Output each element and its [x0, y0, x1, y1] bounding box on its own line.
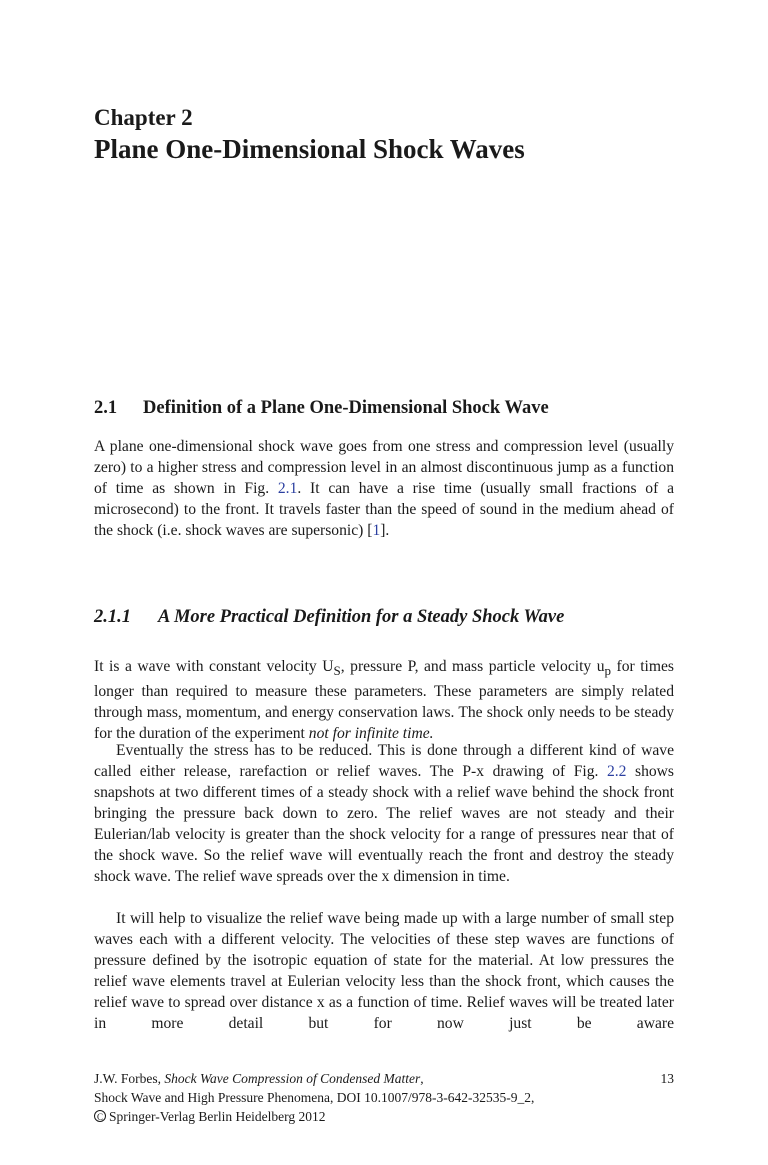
- copyright-icon: C: [94, 1110, 106, 1122]
- footer-book-title: Shock Wave Compression of Condensed Matter: [164, 1071, 421, 1086]
- footer-series-doi: Shock Wave and High Pressure Phenomena, DOI 10.1007/978-3-642-32535-9_2,: [94, 1090, 535, 1105]
- section-paragraph: [94, 436, 674, 541]
- subsection-paragraph-1: [94, 656, 674, 744]
- subscript-s: S: [333, 663, 341, 679]
- paragraph-text: Eventually the stress has to be reduced. This is done through a different kind of wave called either release, rarefaction or relief waves. The P-x drawing of Fig.: [94, 742, 674, 780]
- figure-link-2-2[interactable]: 2.2: [606, 763, 627, 780]
- footer-author: J.W. Forbes,: [94, 1071, 165, 1086]
- paragraph-text: ].: [380, 522, 390, 539]
- section-number: 2.1: [94, 398, 118, 418]
- subsection-paragraph-3: It will help to visualize the relief wave being made up with a large number of small step waves each with a different velocity. The velocities of these step waves are functions of pressure defined by the isotropic equation of state for the material. At low pressures the relief wave elements travel at Eulerian velocity less than the shock front, which causes the relief wave to spread over distance x as a function of time. Relief waves will be treated later in more detail but for now just be aware: [94, 910, 674, 1032]
- copyright-text: Springer-Verlag Berlin Heidelberg 2012: [109, 1109, 326, 1124]
- chapter-title: Plane One-Dimensional Shock Waves: [94, 134, 525, 164]
- footer-punctuation: ,: [420, 1071, 424, 1086]
- subsection-title: A More Practical Definition for a Steady Shock Wave: [158, 607, 565, 627]
- paragraph-text: . It can have a rise time (usually small fractions of a microsecond) to the front. It travels faster than the speed of sound in the medium ahead of the shock (i.e. shock waves are supersonic) [: [94, 480, 674, 539]
- page-footer: [94, 1069, 674, 1126]
- footer-citation-line: [94, 1069, 674, 1088]
- chapter-label: Chapter 2: [94, 105, 193, 130]
- paragraph-text: It is a wave with constant velocity U: [94, 658, 334, 675]
- section-heading: [94, 396, 549, 420]
- paragraph-text: for times longer than required to measure these parameters. These parameters are simply related through mass, momentum, and energy conservation laws. The shock only needs to be steady for the duration of the experiment: [94, 658, 675, 743]
- footer-copyright: [94, 1107, 674, 1126]
- subsection-paragraph-2: [94, 740, 674, 887]
- subscript-p: p: [604, 663, 612, 679]
- page-number: 13: [660, 1071, 674, 1086]
- paragraph-text: shows snapshots at two different times of a steady shock with a relief wave behind the shock front bringing the pressure back down to zero. The relief waves are not steady and their Eulerian/lab velocity is greater than the shock velocity for a range of pressures near that of the shock wave. So the relief wave will eventually reach the front and destroy the steady shock wave. The relief wave spreads over the x dimension in time.: [94, 763, 674, 885]
- citation-link-1[interactable]: 1: [372, 522, 381, 539]
- subsection-number: 2.1.1: [94, 607, 131, 627]
- paragraph-text: , pressure P, and mass particle velocity u: [340, 658, 605, 675]
- section-title: Definition of a Plane One-Dimensional Shock Wave: [143, 398, 549, 418]
- paragraph-text: A plane one-dimensional shock wave goes from one stress and compression level (usually zero) to a higher stress and compression level in an almost discontinuous jump as a function of time as shown in Fig.: [94, 438, 674, 497]
- emphasis-text: not for infinite time.: [308, 725, 434, 743]
- figure-link-2-1[interactable]: 2.1: [277, 480, 298, 497]
- subsection-heading: [94, 605, 564, 629]
